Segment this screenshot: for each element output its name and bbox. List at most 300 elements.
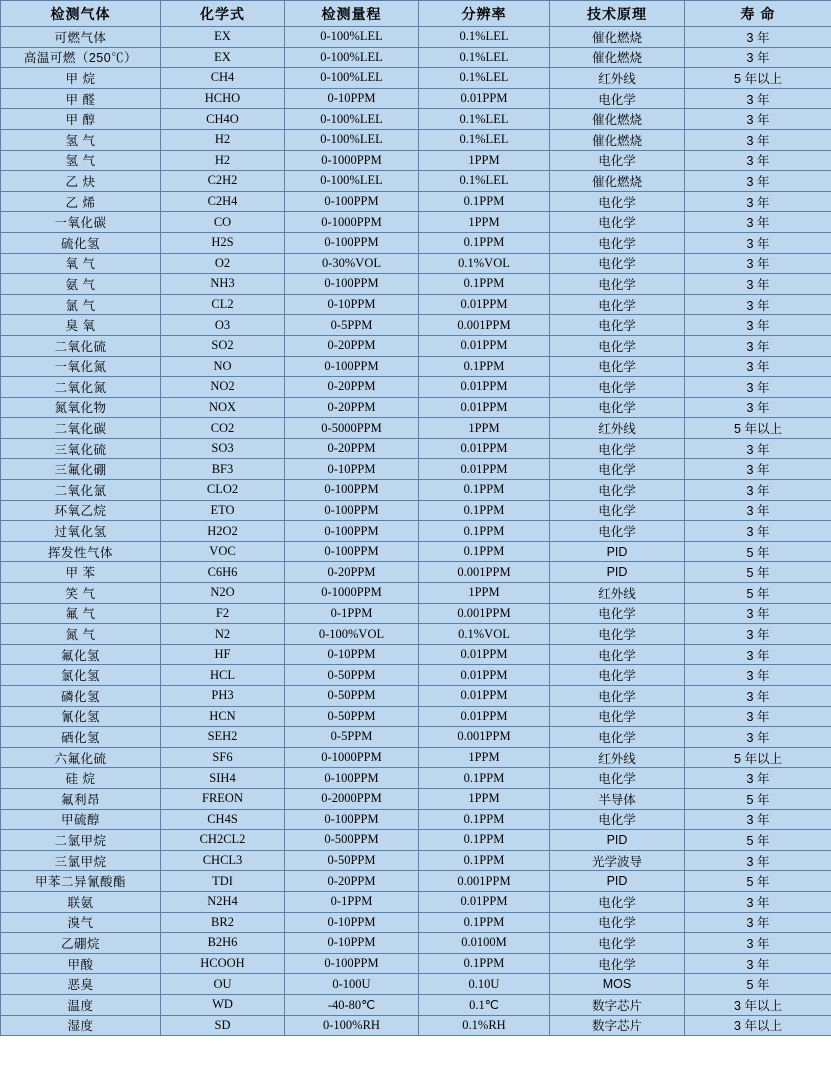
cell-lifetime: 5 年: [685, 788, 831, 809]
cell-lifetime: 3 年: [685, 377, 831, 398]
cell-chemical-formula: SF6: [161, 747, 285, 768]
cell-technology: 半导体: [550, 788, 685, 809]
cell-lifetime: 3 年: [685, 129, 831, 150]
cell-resolution: 0.01PPM: [419, 335, 550, 356]
cell-detection-range: 0-100%VOL: [285, 624, 419, 645]
table-row: [1, 27, 831, 48]
cell-lifetime: 3 年: [685, 624, 831, 645]
cell-chemical-formula: H2: [161, 150, 285, 171]
cell-resolution: 0.001PPM: [419, 727, 550, 748]
cell-gas-name: 一氧化氮: [1, 356, 161, 377]
cell-resolution: 0.10U: [419, 974, 550, 995]
table-row: [1, 541, 831, 562]
cell-resolution: 0.1PPM: [419, 541, 550, 562]
cell-chemical-formula: BR2: [161, 912, 285, 933]
cell-chemical-formula: SO3: [161, 438, 285, 459]
cell-gas-name: 硫化氢: [1, 232, 161, 253]
table-row: [1, 644, 831, 665]
cell-lifetime: 3 年以上: [685, 994, 831, 1015]
cell-detection-range: 0-1000PPM: [285, 583, 419, 604]
cell-resolution: 0.1%RH: [419, 1015, 550, 1036]
cell-gas-name: 高温可燃（250℃）: [1, 47, 161, 68]
cell-resolution: 0.001PPM: [419, 315, 550, 336]
cell-gas-name: 溴气: [1, 912, 161, 933]
cell-gas-name: 甲 醛: [1, 88, 161, 109]
cell-chemical-formula: CH2CL2: [161, 830, 285, 851]
cell-chemical-formula: ETO: [161, 500, 285, 521]
cell-detection-range: 0-50PPM: [285, 706, 419, 727]
cell-detection-range: 0-20PPM: [285, 335, 419, 356]
cell-detection-range: 0-10PPM: [285, 933, 419, 954]
cell-detection-range: 0-100PPM: [285, 521, 419, 542]
cell-resolution: 1PPM: [419, 150, 550, 171]
cell-detection-range: 0-10PPM: [285, 644, 419, 665]
cell-technology: 催化燃烧: [550, 27, 685, 48]
cell-technology: 电化学: [550, 644, 685, 665]
cell-gas-name: 氢 气: [1, 129, 161, 150]
cell-lifetime: 3 年: [685, 768, 831, 789]
cell-technology: 电化学: [550, 191, 685, 212]
cell-lifetime: 3 年: [685, 109, 831, 130]
cell-lifetime: 3 年: [685, 191, 831, 212]
column-header-resolution: 分辨率: [419, 1, 550, 27]
cell-detection-range: 0-1PPM: [285, 891, 419, 912]
cell-gas-name: 恶臭: [1, 974, 161, 995]
cell-chemical-formula: PH3: [161, 686, 285, 707]
cell-resolution: 0.001PPM: [419, 603, 550, 624]
cell-technology: 电化学: [550, 603, 685, 624]
cell-chemical-formula: CO2: [161, 418, 285, 439]
cell-lifetime: 3 年: [685, 706, 831, 727]
cell-lifetime: 3 年: [685, 686, 831, 707]
table-row: [1, 294, 831, 315]
cell-resolution: 1PPM: [419, 788, 550, 809]
cell-lifetime: 3 年: [685, 397, 831, 418]
table-row: [1, 912, 831, 933]
cell-resolution: 0.1PPM: [419, 830, 550, 851]
cell-technology: 电化学: [550, 294, 685, 315]
cell-chemical-formula: OU: [161, 974, 285, 995]
cell-detection-range: 0-20PPM: [285, 438, 419, 459]
cell-lifetime: 5 年以上: [685, 418, 831, 439]
cell-gas-name: 乙硼烷: [1, 933, 161, 954]
cell-gas-name: 氨 气: [1, 274, 161, 295]
cell-detection-range: 0-100%LEL: [285, 171, 419, 192]
table-row: [1, 274, 831, 295]
cell-resolution: 0.001PPM: [419, 562, 550, 583]
cell-lifetime: 3 年: [685, 953, 831, 974]
cell-chemical-formula: TDI: [161, 871, 285, 892]
table-header-row: [1, 1, 831, 27]
cell-chemical-formula: NOX: [161, 397, 285, 418]
cell-lifetime: 5 年以上: [685, 747, 831, 768]
cell-gas-name: 甲 烷: [1, 68, 161, 89]
cell-gas-name: 硅 烷: [1, 768, 161, 789]
cell-technology: 电化学: [550, 480, 685, 501]
cell-detection-range: 0-10PPM: [285, 912, 419, 933]
cell-chemical-formula: H2O2: [161, 521, 285, 542]
cell-technology: 电化学: [550, 212, 685, 233]
cell-chemical-formula: NO: [161, 356, 285, 377]
table-row: [1, 871, 831, 892]
table-row: [1, 212, 831, 233]
table-row: [1, 891, 831, 912]
cell-gas-name: 笑 气: [1, 583, 161, 604]
cell-chemical-formula: B2H6: [161, 933, 285, 954]
table-row: [1, 232, 831, 253]
cell-technology: PID: [550, 562, 685, 583]
cell-technology: 电化学: [550, 397, 685, 418]
table-row: [1, 727, 831, 748]
cell-resolution: 1PPM: [419, 583, 550, 604]
cell-chemical-formula: VOC: [161, 541, 285, 562]
cell-lifetime: 3 年: [685, 232, 831, 253]
cell-gas-name: 二氧化硫: [1, 335, 161, 356]
table-row: [1, 686, 831, 707]
cell-lifetime: 3 年: [685, 212, 831, 233]
cell-detection-range: 0-100PPM: [285, 356, 419, 377]
cell-resolution: 0.01PPM: [419, 891, 550, 912]
cell-lifetime: 3 年以上: [685, 1015, 831, 1036]
cell-detection-range: 0-1PPM: [285, 603, 419, 624]
cell-gas-name: 氟 气: [1, 603, 161, 624]
cell-lifetime: 3 年: [685, 809, 831, 830]
cell-technology: 电化学: [550, 727, 685, 748]
cell-lifetime: 3 年: [685, 459, 831, 480]
cell-gas-name: 二氧化氮: [1, 377, 161, 398]
cell-gas-name: 三氯甲烷: [1, 850, 161, 871]
cell-chemical-formula: CHCL3: [161, 850, 285, 871]
cell-gas-name: 湿度: [1, 1015, 161, 1036]
cell-resolution: 0.1PPM: [419, 232, 550, 253]
cell-gas-name: 可燃气体: [1, 27, 161, 48]
table-row: [1, 109, 831, 130]
cell-resolution: 0.1%LEL: [419, 129, 550, 150]
cell-lifetime: 5 年: [685, 562, 831, 583]
cell-lifetime: 5 年以上: [685, 68, 831, 89]
cell-lifetime: 3 年: [685, 891, 831, 912]
cell-technology: 催化燃烧: [550, 129, 685, 150]
cell-detection-range: -40-80℃: [285, 994, 419, 1015]
cell-resolution: 0.01PPM: [419, 294, 550, 315]
cell-technology: 电化学: [550, 356, 685, 377]
cell-resolution: 0.01PPM: [419, 686, 550, 707]
cell-chemical-formula: HF: [161, 644, 285, 665]
cell-lifetime: 3 年: [685, 665, 831, 686]
cell-resolution: 0.01PPM: [419, 438, 550, 459]
cell-technology: 电化学: [550, 315, 685, 336]
table-row: [1, 47, 831, 68]
cell-technology: 电化学: [550, 150, 685, 171]
cell-detection-range: 0-100%RH: [285, 1015, 419, 1036]
table-row: [1, 933, 831, 954]
table-row: [1, 459, 831, 480]
cell-lifetime: 3 年: [685, 850, 831, 871]
cell-chemical-formula: EX: [161, 27, 285, 48]
cell-gas-name: 二氧化碳: [1, 418, 161, 439]
table-row: [1, 706, 831, 727]
cell-detection-range: 0-100PPM: [285, 500, 419, 521]
cell-gas-name: 甲酸: [1, 953, 161, 974]
cell-gas-name: 甲 苯: [1, 562, 161, 583]
cell-detection-range: 0-20PPM: [285, 871, 419, 892]
cell-chemical-formula: FREON: [161, 788, 285, 809]
cell-gas-name: 氟利昂: [1, 788, 161, 809]
cell-detection-range: 0-100%LEL: [285, 27, 419, 48]
cell-gas-name: 二氯甲烷: [1, 830, 161, 851]
cell-chemical-formula: N2O: [161, 583, 285, 604]
table-row: [1, 356, 831, 377]
cell-resolution: 0.01PPM: [419, 644, 550, 665]
cell-resolution: 0.1PPM: [419, 480, 550, 501]
cell-lifetime: 3 年: [685, 603, 831, 624]
cell-detection-range: 0-100PPM: [285, 274, 419, 295]
cell-gas-name: 氯 气: [1, 294, 161, 315]
cell-gas-name: 硒化氢: [1, 727, 161, 748]
cell-chemical-formula: NH3: [161, 274, 285, 295]
cell-gas-name: 三氧化硫: [1, 438, 161, 459]
cell-technology: PID: [550, 830, 685, 851]
table-row: [1, 315, 831, 336]
table-row: [1, 500, 831, 521]
cell-chemical-formula: NO2: [161, 377, 285, 398]
cell-resolution: 0.1%LEL: [419, 68, 550, 89]
cell-chemical-formula: CLO2: [161, 480, 285, 501]
cell-resolution: 0.1PPM: [419, 912, 550, 933]
cell-resolution: 0.1PPM: [419, 521, 550, 542]
cell-detection-range: 0-50PPM: [285, 665, 419, 686]
cell-gas-name: 三氟化硼: [1, 459, 161, 480]
table-row: [1, 335, 831, 356]
cell-gas-name: 甲苯二异氰酸酯: [1, 871, 161, 892]
table-body: [1, 27, 831, 1036]
cell-detection-range: 0-100PPM: [285, 191, 419, 212]
cell-technology: 红外线: [550, 68, 685, 89]
cell-gas-name: 二氧化氯: [1, 480, 161, 501]
cell-lifetime: 3 年: [685, 480, 831, 501]
table-row: [1, 850, 831, 871]
table-row: [1, 418, 831, 439]
cell-technology: PID: [550, 541, 685, 562]
cell-resolution: 0.01PPM: [419, 459, 550, 480]
cell-detection-range: 0-10PPM: [285, 88, 419, 109]
cell-resolution: 0.1PPM: [419, 191, 550, 212]
cell-detection-range: 0-100PPM: [285, 480, 419, 501]
cell-detection-range: 0-50PPM: [285, 850, 419, 871]
column-header-technology: 技术原理: [550, 1, 685, 27]
cell-chemical-formula: SEH2: [161, 727, 285, 748]
cell-detection-range: 0-20PPM: [285, 397, 419, 418]
cell-technology: MOS: [550, 974, 685, 995]
cell-lifetime: 3 年: [685, 294, 831, 315]
cell-technology: 催化燃烧: [550, 47, 685, 68]
cell-technology: 电化学: [550, 521, 685, 542]
cell-detection-range: 0-30%VOL: [285, 253, 419, 274]
cell-detection-range: 0-100PPM: [285, 541, 419, 562]
cell-lifetime: 3 年: [685, 335, 831, 356]
cell-gas-name: 磷化氢: [1, 686, 161, 707]
cell-detection-range: 0-20PPM: [285, 562, 419, 583]
cell-lifetime: 3 年: [685, 644, 831, 665]
cell-gas-name: 温度: [1, 994, 161, 1015]
cell-detection-range: 0-1000PPM: [285, 747, 419, 768]
cell-detection-range: 0-5PPM: [285, 315, 419, 336]
table-row: [1, 624, 831, 645]
cell-gas-name: 氮 气: [1, 624, 161, 645]
cell-chemical-formula: CH4S: [161, 809, 285, 830]
cell-detection-range: 0-1000PPM: [285, 150, 419, 171]
cell-resolution: 0.1PPM: [419, 356, 550, 377]
table-row: [1, 438, 831, 459]
cell-technology: 电化学: [550, 253, 685, 274]
cell-resolution: 0.1%VOL: [419, 253, 550, 274]
table-header: [1, 1, 831, 27]
cell-chemical-formula: WD: [161, 994, 285, 1015]
cell-gas-name: 一氧化碳: [1, 212, 161, 233]
cell-technology: 数字芯片: [550, 994, 685, 1015]
column-header-gas-name: 检测气体: [1, 1, 161, 27]
cell-gas-name: 氧 气: [1, 253, 161, 274]
cell-technology: 电化学: [550, 768, 685, 789]
cell-chemical-formula: CH4: [161, 68, 285, 89]
cell-detection-range: 0-5PPM: [285, 727, 419, 748]
cell-detection-range: 0-10PPM: [285, 459, 419, 480]
cell-lifetime: 5 年: [685, 541, 831, 562]
cell-lifetime: 3 年: [685, 727, 831, 748]
cell-chemical-formula: CH4O: [161, 109, 285, 130]
cell-gas-name: 氰化氢: [1, 706, 161, 727]
cell-gas-name: 氯化氢: [1, 665, 161, 686]
table-row: [1, 603, 831, 624]
table-row: [1, 480, 831, 501]
cell-technology: 电化学: [550, 438, 685, 459]
cell-resolution: 0.1PPM: [419, 768, 550, 789]
cell-lifetime: 3 年: [685, 912, 831, 933]
cell-chemical-formula: HCL: [161, 665, 285, 686]
cell-detection-range: 0-10PPM: [285, 294, 419, 315]
table-row: [1, 253, 831, 274]
cell-gas-name: 甲 醇: [1, 109, 161, 130]
cell-technology: 电化学: [550, 953, 685, 974]
cell-lifetime: 5 年: [685, 871, 831, 892]
table-row: [1, 397, 831, 418]
cell-resolution: 1PPM: [419, 418, 550, 439]
cell-technology: 催化燃烧: [550, 171, 685, 192]
cell-lifetime: 5 年: [685, 974, 831, 995]
table-row: [1, 68, 831, 89]
cell-detection-range: 0-500PPM: [285, 830, 419, 851]
cell-lifetime: 3 年: [685, 933, 831, 954]
table-row: [1, 1015, 831, 1036]
cell-detection-range: 0-100PPM: [285, 809, 419, 830]
cell-chemical-formula: C6H6: [161, 562, 285, 583]
cell-detection-range: 0-1000PPM: [285, 212, 419, 233]
cell-resolution: 1PPM: [419, 747, 550, 768]
cell-detection-range: 0-100PPM: [285, 768, 419, 789]
cell-chemical-formula: C2H4: [161, 191, 285, 212]
cell-technology: 电化学: [550, 686, 685, 707]
cell-technology: PID: [550, 871, 685, 892]
table-row: [1, 665, 831, 686]
cell-technology: 电化学: [550, 912, 685, 933]
cell-lifetime: 3 年: [685, 150, 831, 171]
cell-gas-name: 过氧化氢: [1, 521, 161, 542]
table-row: [1, 562, 831, 583]
cell-detection-range: 0-5000PPM: [285, 418, 419, 439]
cell-technology: 光学波导: [550, 850, 685, 871]
table-row: [1, 88, 831, 109]
table-row: [1, 129, 831, 150]
cell-detection-range: 0-20PPM: [285, 377, 419, 398]
table-row: [1, 377, 831, 398]
cell-chemical-formula: SIH4: [161, 768, 285, 789]
cell-technology: 电化学: [550, 377, 685, 398]
cell-chemical-formula: BF3: [161, 459, 285, 480]
cell-technology: 电化学: [550, 891, 685, 912]
cell-resolution: 0.1PPM: [419, 500, 550, 521]
cell-lifetime: 5 年: [685, 583, 831, 604]
cell-detection-range: 0-2000PPM: [285, 788, 419, 809]
cell-resolution: 0.1℃: [419, 994, 550, 1015]
cell-chemical-formula: CO: [161, 212, 285, 233]
cell-gas-name: 氢 气: [1, 150, 161, 171]
cell-detection-range: 0-100PPM: [285, 953, 419, 974]
cell-lifetime: 3 年: [685, 500, 831, 521]
cell-chemical-formula: O3: [161, 315, 285, 336]
cell-detection-range: 0-100PPM: [285, 232, 419, 253]
cell-resolution: 0.001PPM: [419, 871, 550, 892]
cell-lifetime: 3 年: [685, 356, 831, 377]
cell-detection-range: 0-100U: [285, 974, 419, 995]
cell-gas-name: 联氨: [1, 891, 161, 912]
cell-technology: 电化学: [550, 274, 685, 295]
cell-technology: 电化学: [550, 933, 685, 954]
cell-resolution: 0.1%LEL: [419, 27, 550, 48]
cell-chemical-formula: SD: [161, 1015, 285, 1036]
cell-resolution: 0.1PPM: [419, 809, 550, 830]
cell-chemical-formula: SO2: [161, 335, 285, 356]
cell-lifetime: 3 年: [685, 521, 831, 542]
cell-chemical-formula: O2: [161, 253, 285, 274]
cell-resolution: 1PPM: [419, 212, 550, 233]
cell-gas-name: 乙 炔: [1, 171, 161, 192]
cell-chemical-formula: HCOOH: [161, 953, 285, 974]
cell-gas-name: 挥发性气体: [1, 541, 161, 562]
cell-technology: 红外线: [550, 747, 685, 768]
cell-chemical-formula: HCHO: [161, 88, 285, 109]
cell-chemical-formula: EX: [161, 47, 285, 68]
table-row: [1, 788, 831, 809]
cell-gas-name: 甲硫醇: [1, 809, 161, 830]
cell-technology: 电化学: [550, 624, 685, 645]
cell-resolution: 0.1PPM: [419, 953, 550, 974]
cell-chemical-formula: N2: [161, 624, 285, 645]
cell-lifetime: 3 年: [685, 315, 831, 336]
cell-resolution: 0.1PPM: [419, 274, 550, 295]
table-row: [1, 191, 831, 212]
table-row: [1, 747, 831, 768]
cell-detection-range: 0-100%LEL: [285, 109, 419, 130]
cell-gas-name: 氮氧化物: [1, 397, 161, 418]
table-row: [1, 768, 831, 789]
cell-technology: 数字芯片: [550, 1015, 685, 1036]
cell-lifetime: 3 年: [685, 47, 831, 68]
cell-technology: 电化学: [550, 335, 685, 356]
cell-detection-range: 0-50PPM: [285, 686, 419, 707]
cell-gas-name: 臭 氧: [1, 315, 161, 336]
cell-chemical-formula: H2: [161, 129, 285, 150]
cell-chemical-formula: CL2: [161, 294, 285, 315]
